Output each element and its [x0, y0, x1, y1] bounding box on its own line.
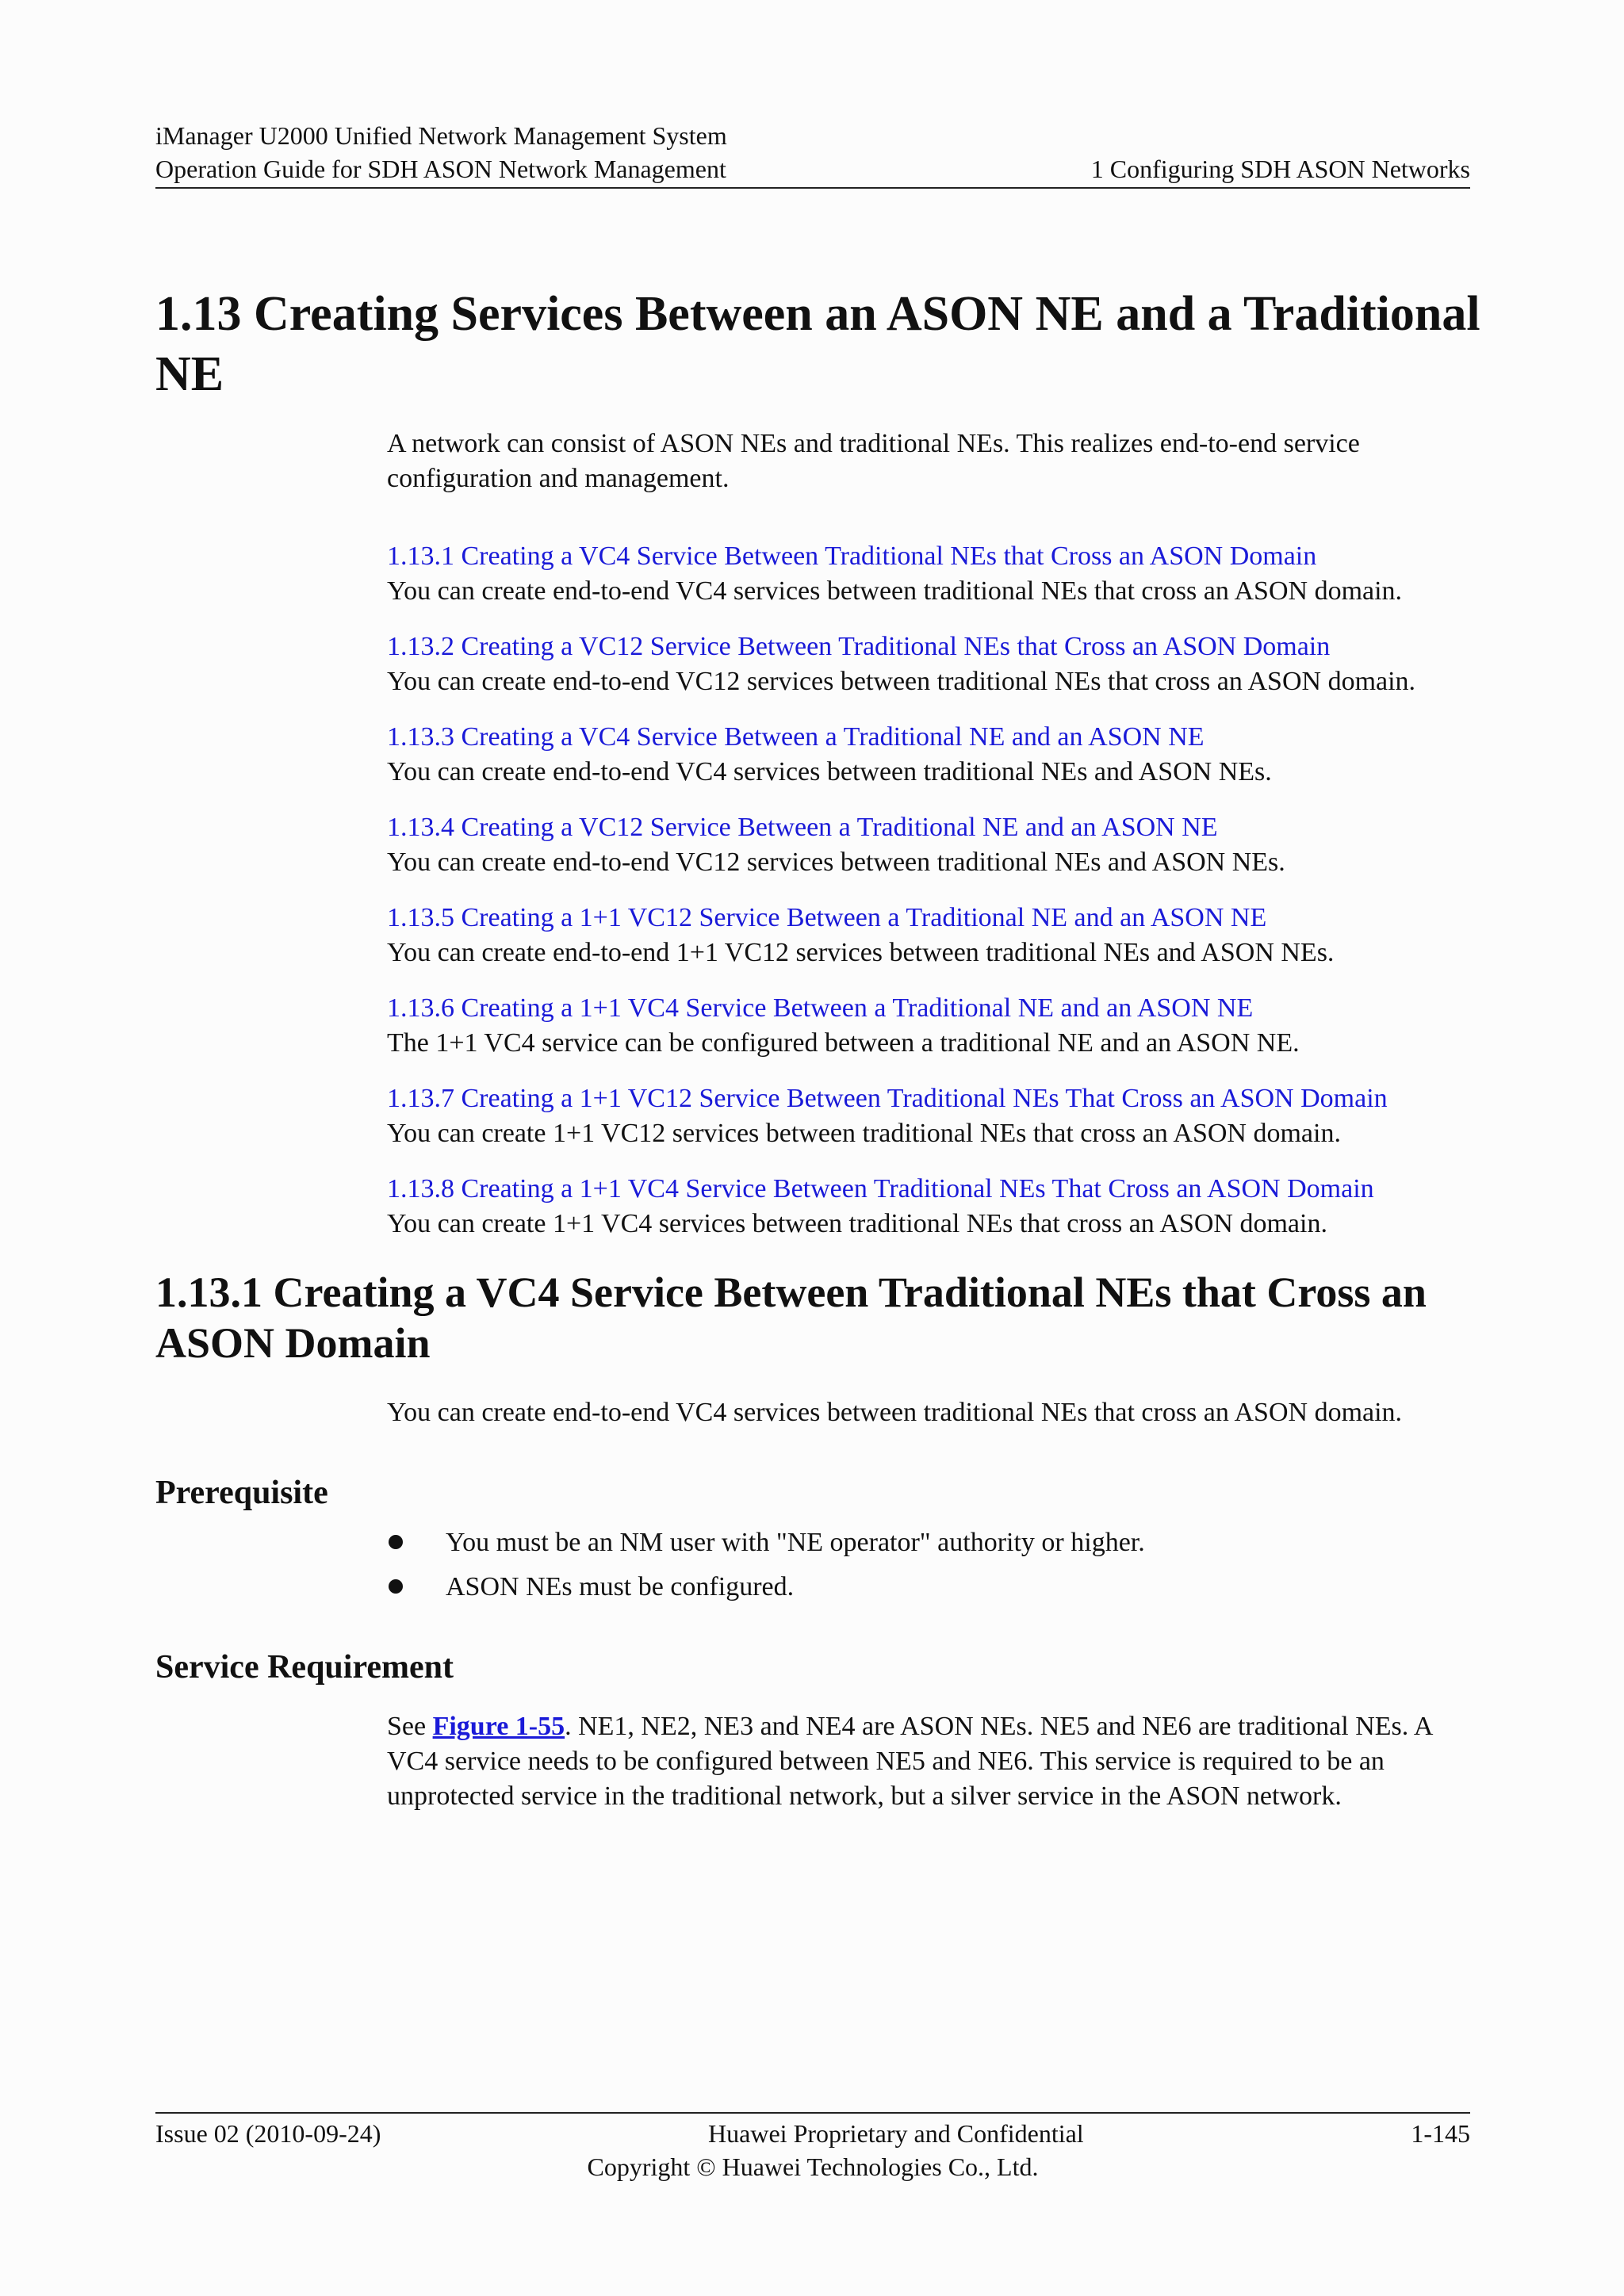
list-item-text: You must be an NM user with "NE operator" authority or higher. [446, 1528, 1145, 1557]
header-row [155, 152, 1470, 186]
toc-entry [387, 991, 1497, 1061]
toc-entry [387, 810, 1497, 880]
prerequisite-heading: Prerequisite [155, 1475, 328, 1511]
toc-description: You can create end-to-end 1+1 VC12 services between traditional NEs and ASON NEs. [387, 938, 1335, 967]
toc-link-1-13-1[interactable]: 1.13.1 Creating a VC4 Service Between Traditional NEs that Cross an ASON Domain [387, 541, 1317, 571]
toc-entry [387, 539, 1497, 609]
toc-link-1-13-2[interactable]: 1.13.2 Creating a VC12 Service Between Traditional NEs that Cross an ASON Domain [387, 632, 1331, 661]
toc-description: You can create 1+1 VC12 services between traditional NEs that cross an ASON domain. [387, 1119, 1341, 1148]
section-toc [387, 539, 1497, 1262]
requirement-text: . NE1, NE2, NE3 and NE4 are ASON NEs. NE5 and NE6 are traditional NEs. A VC4 service needs to be configured between NE5 and NE6. This service is required to be an unprotected service in the traditional network, but a silver service in the ASON network. [387, 1712, 1432, 1811]
service-requirement-paragraph [387, 1709, 1475, 1814]
toc-link-1-13-7[interactable]: 1.13.7 Creating a 1+1 VC12 Service Between Traditional NEs That Cross an ASON Domain [387, 1084, 1388, 1113]
toc-description: You can create end-to-end VC12 services between traditional NEs that cross an ASON domain. [387, 667, 1416, 696]
list-item [387, 1525, 1497, 1560]
page-title: 1.13 Creating Services Between an ASON NE and a Traditional NE [155, 287, 1480, 401]
list-item-text: ASON NEs must be configured. [446, 1572, 795, 1601]
toc-entry [387, 1172, 1497, 1242]
toc-link-1-13-8[interactable]: 1.13.8 Creating a 1+1 VC4 Service Between Traditional NEs That Cross an ASON Domain [387, 1174, 1374, 1203]
toc-entry [387, 720, 1497, 790]
section-heading: 1.13.1 Creating a VC4 Service Between Traditional NEs that Cross an ASON Domain [155, 1269, 1427, 1367]
page-footer [155, 2112, 1470, 2183]
toc-description: You can create end-to-end VC12 services between traditional NEs and ASON NEs. [387, 848, 1285, 877]
page-header [155, 119, 1470, 189]
toc-entry [387, 629, 1497, 699]
list-item [387, 1570, 1497, 1605]
toc-link-1-13-6[interactable]: 1.13.6 Creating a 1+1 VC4 Service Between a Traditional NE and an ASON NE [387, 993, 1254, 1023]
toc-link-1-13-3[interactable]: 1.13.3 Creating a VC4 Service Between a Traditional NE and an ASON NE [387, 722, 1205, 752]
footer-copyright: Copyright © Huawei Technologies Co., Ltd. [587, 2152, 1039, 2181]
header-chapter-title: 1 Configuring SDH ASON Networks [1090, 155, 1470, 183]
see-text: See [387, 1712, 433, 1741]
toc-link-1-13-5[interactable]: 1.13.5 Creating a 1+1 VC12 Service Between a Traditional NE and an ASON NE [387, 903, 1267, 932]
toc-entry [387, 901, 1497, 970]
section-description: You can create end-to-end VC4 services between traditional NEs that cross an ASON domain. [387, 1398, 1403, 1427]
toc-link-1-13-4[interactable]: 1.13.4 Creating a VC12 Service Between a Traditional NE and an ASON NE [387, 813, 1218, 842]
intro-paragraph: A network can consist of ASON NEs and traditional NEs. This realizes end-to-end service configuration and management. [387, 429, 1360, 493]
toc-description: You can create end-to-end VC4 services between traditional NEs and ASON NEs. [387, 757, 1272, 786]
header-product-title: iManager U2000 Unified Network Management System [155, 121, 727, 150]
toc-description: You can create 1+1 VC4 services between traditional NEs that cross an ASON domain. [387, 1209, 1327, 1238]
bullet-icon [389, 1579, 403, 1594]
footer-issue: Issue 02 (2010-09-24) [155, 2119, 381, 2148]
toc-description: The 1+1 VC4 service can be configured between a traditional NE and an ASON NE. [387, 1028, 1300, 1058]
prerequisite-list [387, 1525, 1497, 1614]
service-requirement-heading: Service Requirement [155, 1649, 454, 1686]
footer-row [155, 2117, 1470, 2150]
toc-entry [387, 1081, 1497, 1151]
footer-confidentiality: Huawei Proprietary and Confidential [708, 2119, 1084, 2148]
header-guide-title: Operation Guide for SDH ASON Network Management [155, 155, 726, 183]
toc-description: You can create end-to-end VC4 services between traditional NEs that cross an ASON domain. [387, 576, 1403, 606]
footer-page-number: 1-145 [1411, 2119, 1470, 2148]
figure-reference-link[interactable]: Figure 1-55 [432, 1712, 565, 1741]
bullet-icon [389, 1535, 403, 1549]
